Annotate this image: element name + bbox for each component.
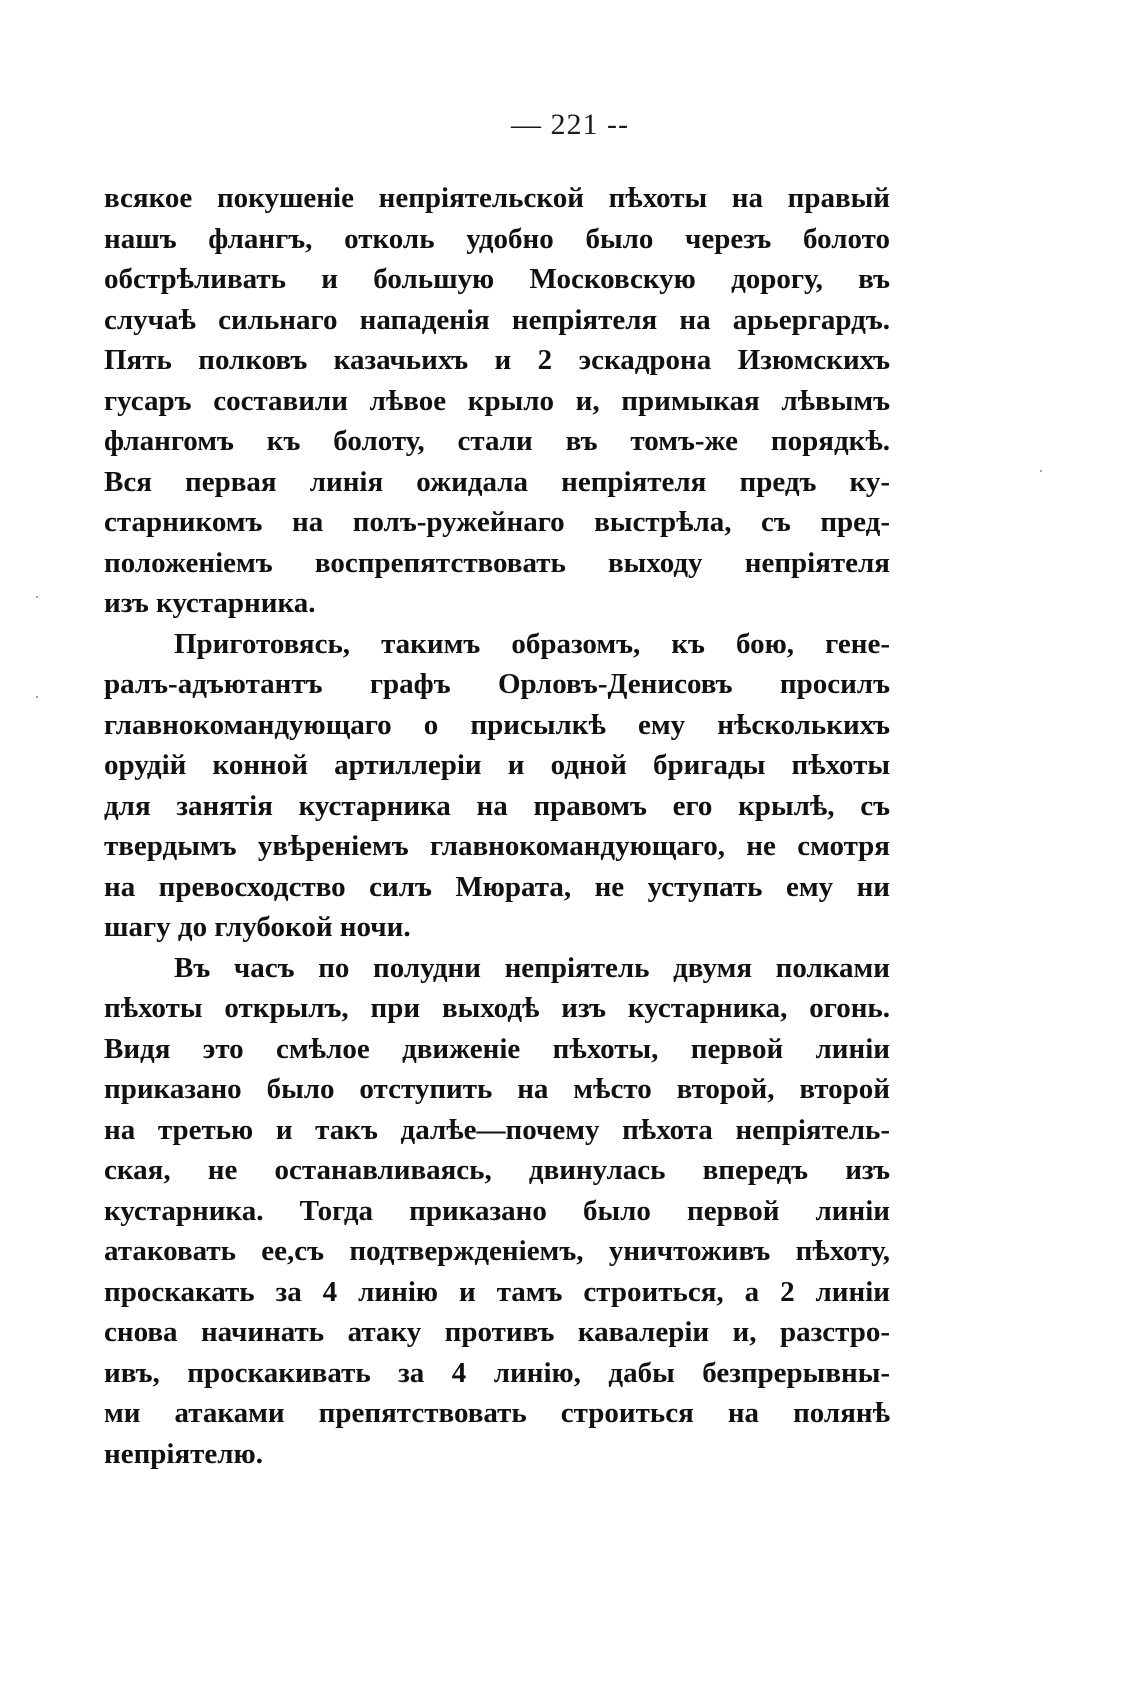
text-line: ивъ, проскакивать за 4 линію, дабы безпрерывны-: [104, 1356, 890, 1389]
text-line: случаѣ сильнаго нападенія непріятеля на арьергардъ.: [104, 303, 890, 336]
text-line: ми атаками препятствовать строиться на полянѣ: [104, 1397, 890, 1429]
text-line: атаковать ее,съ подтвержденіемъ, уничтоживъ пѣхоту,: [104, 1235, 890, 1267]
text-line: кустарника. Тогда приказано было первой линіи: [104, 1194, 890, 1227]
text-line: изъ кустарника.: [104, 587, 316, 619]
text-line: шагу до глубокой ночи.: [104, 911, 411, 943]
text-line: всякое покушеніе непріятельской пѣхоты на правый: [104, 182, 890, 214]
text-line: приказано было отступить на мѣсто второй, второй: [104, 1073, 890, 1105]
text-line: нашъ флангъ, отколь удобно было черезъ болото: [104, 222, 890, 255]
text-line: на третью и такъ далѣе—почему пѣхота непріятель-: [104, 1113, 890, 1146]
page-number: — 221 --: [511, 108, 629, 141]
text-line: снова начинать атаку противъ кавалеріи и, разстро-: [104, 1316, 890, 1348]
text-line: положеніемъ воспрепятствовать выходу непріятеля: [104, 546, 890, 579]
text-line: твердымъ увѣреніемъ главнокомандующаго, не смотря: [104, 830, 890, 862]
text-line: Приготовясь, такимъ образомъ, къ бою, гене-: [174, 627, 890, 660]
text-line: гусаръ составили лѣвое крыло и, примыкая лѣвымъ: [104, 384, 890, 417]
text-line: Въ часъ по полудни непріятель двумя полками: [174, 951, 890, 984]
text-line: флангомъ къ болоту, стали въ томъ-же порядкѣ.: [104, 425, 890, 457]
scan-speck: [36, 696, 38, 698]
text-line: для занятія кустарника на правомъ его крылѣ, съ: [104, 789, 890, 822]
text-line: главнокомандующаго о присылкѣ ему нѣсколькихъ: [104, 708, 890, 741]
text-line: ралъ-адъютантъ графъ Орловъ-Денисовъ просилъ: [104, 668, 890, 700]
text-line: Видя это смѣлое движеніе пѣхоты, первой линіи: [104, 1032, 890, 1065]
paragraph-1: [104, 178, 890, 624]
text-line: на превосходство силъ Мюрата, не уступать ему ни: [104, 870, 890, 903]
paragraph-2: [104, 624, 890, 948]
text-line: Вся первая линія ожидала непріятеля предъ ку-: [104, 465, 890, 498]
scan-speck: [1040, 470, 1042, 472]
text-line: проскакать за 4 линію и тамъ строиться, а 2 линіи: [104, 1275, 890, 1308]
text-line: Пять полковъ казачьихъ и 2 эскадрона Изюмскихъ: [104, 344, 890, 376]
paragraph-3: [104, 948, 890, 1475]
text-line: ская, не останавливаясь, двинулась впередъ изъ: [104, 1154, 890, 1186]
scan-speck: [36, 596, 38, 598]
text-line: непріятелю.: [104, 1437, 263, 1470]
text-line: обстрѣливать и большую Московскую дорогу, въ: [104, 263, 890, 295]
text-line: орудій конной артиллеріи и одной бригады пѣхоты: [104, 749, 890, 781]
text-line: старникомъ на полъ-ружейнаго выстрѣла, съ пред-: [104, 506, 890, 538]
body-text: [104, 178, 890, 1474]
text-line: пѣхоты открылъ, при выходѣ изъ кустарника, огонь.: [104, 992, 890, 1024]
